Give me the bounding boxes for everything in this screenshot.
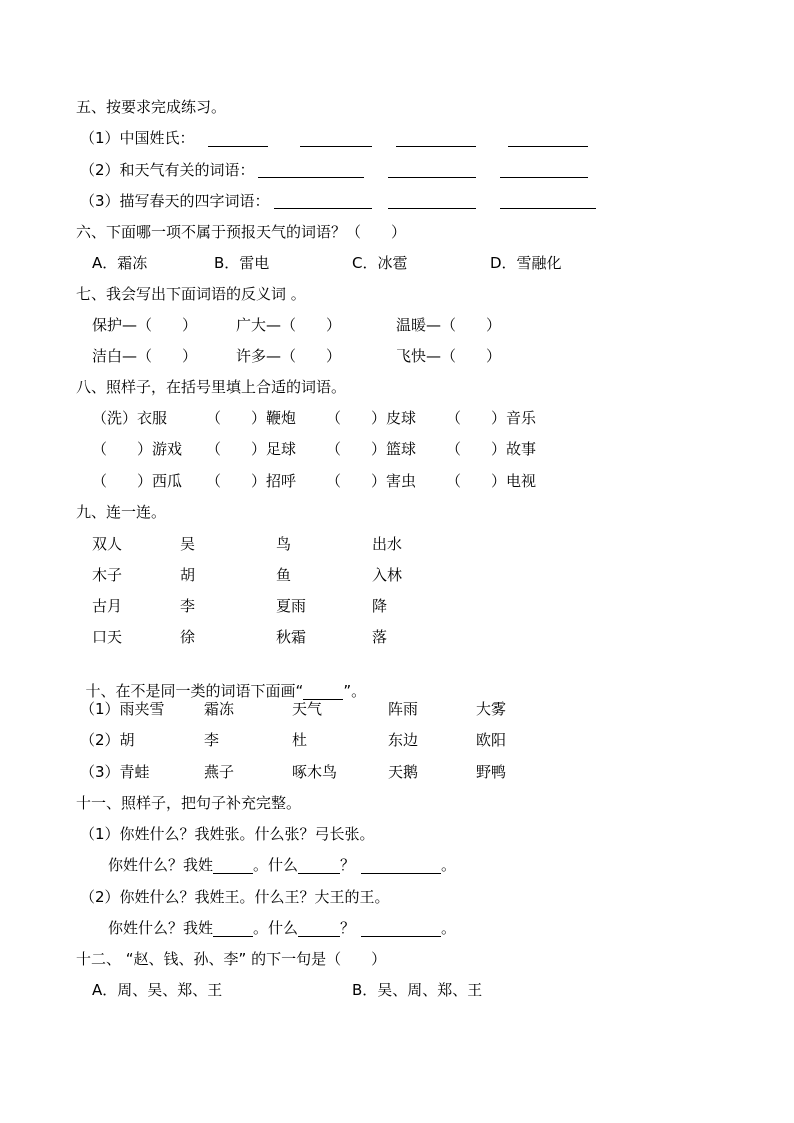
example-sentence-1: （1）你姓什么？我姓张。什么张？弓长张。 — [80, 825, 375, 843]
option-b[interactable]: B．吴、周、郑、王 — [352, 981, 483, 999]
answer-line[interactable] — [258, 177, 364, 178]
fill-text: 你姓什么？我姓 — [108, 919, 214, 937]
section-7-title: 七、我会写出下面词语的反义词 。 — [76, 285, 306, 303]
category-word[interactable]: （2）胡 — [80, 731, 135, 749]
category-word[interactable]: 啄木鸟 — [292, 763, 338, 781]
fill-item[interactable]: （ ）害虫 — [326, 472, 417, 490]
match-surname[interactable]: 徐 — [180, 628, 196, 646]
section-10-title-before: 十、在不是同一类的词语下面画“ — [85, 682, 304, 700]
match-surname[interactable]: 吴 — [180, 535, 196, 553]
fill-text: 。什么 — [253, 919, 299, 937]
section-5-q3: （3）描写春天的四字词语： — [80, 192, 270, 210]
fill-item[interactable]: （ ）招呼 — [206, 472, 297, 490]
antonym-item[interactable]: 飞快—（ ） — [396, 347, 502, 365]
category-word[interactable]: 天鹅 — [388, 763, 419, 781]
section-10-title — [76, 664, 366, 700]
answer-line[interactable] — [300, 146, 372, 147]
fill-item[interactable]: （ ）鞭炮 — [206, 409, 297, 427]
fill-text: 你姓什么？我姓 — [108, 856, 214, 874]
match-word[interactable]: 秋霜 — [276, 628, 307, 646]
match-left[interactable]: 木子 — [92, 566, 123, 584]
option-a[interactable]: A．霜冻 — [92, 254, 148, 272]
answer-line[interactable] — [500, 208, 596, 209]
match-right[interactable]: 落 — [372, 628, 388, 646]
match-left[interactable]: 口天 — [92, 628, 123, 646]
match-left[interactable]: 古月 — [92, 597, 123, 615]
fill-text: 。什么 — [253, 856, 299, 874]
answer-line[interactable] — [388, 208, 476, 209]
answer-blank[interactable] — [298, 859, 340, 874]
option-b[interactable]: B．雷电 — [214, 254, 270, 272]
fill-text: ？ — [340, 919, 356, 937]
antonym-item[interactable]: 广大—（ ） — [236, 316, 342, 334]
section-6-title: 六、下面哪一项不属于预报天气的词语？（ ） — [76, 223, 407, 241]
answer-line[interactable] — [396, 146, 476, 147]
match-right[interactable]: 出水 — [372, 535, 403, 553]
answer-line[interactable] — [388, 177, 476, 178]
match-word[interactable]: 鸟 — [276, 535, 292, 553]
fill-item: （洗）衣服 — [92, 409, 168, 427]
category-word[interactable]: 欧阳 — [476, 731, 507, 749]
category-word[interactable]: （3）青蛙 — [80, 763, 150, 781]
answer-blank[interactable] — [361, 859, 441, 874]
fill-text: 。 — [441, 919, 457, 937]
category-word[interactable]: 阵雨 — [388, 700, 419, 718]
option-d[interactable]: D．雪融化 — [490, 254, 562, 272]
fill-item[interactable]: （ ）音乐 — [446, 409, 537, 427]
category-word[interactable]: 大雾 — [476, 700, 507, 718]
answer-blank[interactable] — [361, 922, 441, 937]
option-a[interactable]: A．周、吴、郑、王 — [92, 981, 223, 999]
answer-line[interactable] — [508, 146, 588, 147]
section-8-title: 八、照样子，在括号里填上合适的词语。 — [76, 378, 347, 396]
match-word[interactable]: 夏雨 — [276, 597, 307, 615]
antonym-item[interactable]: 洁白—（ ） — [92, 347, 198, 365]
fill-item[interactable]: （ ）足球 — [206, 440, 297, 458]
section-12-title: 十二、 “赵、钱、孙、李” 的下一句是（ ） — [76, 950, 387, 968]
antonym-item[interactable]: 保护—（ ） — [92, 316, 198, 334]
fill-item[interactable]: （ ）电视 — [446, 472, 537, 490]
category-word[interactable]: 杜 — [292, 731, 308, 749]
match-right[interactable]: 降 — [372, 597, 388, 615]
section-11-title: 十一、照样子，把句子补充完整。 — [76, 794, 302, 812]
fill-item[interactable]: （ ）故事 — [446, 440, 537, 458]
category-word[interactable]: 霜冻 — [204, 700, 235, 718]
antonym-item[interactable]: 温暖—（ ） — [396, 316, 502, 334]
answer-line[interactable] — [500, 177, 588, 178]
fill-item[interactable]: （ ）西瓜 — [92, 472, 183, 490]
fill-item[interactable]: （ ）篮球 — [326, 440, 417, 458]
fill-item[interactable]: （ ）游戏 — [92, 440, 183, 458]
fill-sentence-2 — [108, 919, 456, 937]
section-10-title-after: ”。 — [343, 682, 367, 700]
match-right[interactable]: 入林 — [372, 566, 403, 584]
answer-line[interactable] — [208, 146, 268, 147]
section-5-q1: （1）中国姓氏： — [80, 129, 195, 147]
option-c[interactable]: C．冰雹 — [352, 254, 408, 272]
fill-text: ？ — [340, 856, 356, 874]
answer-line[interactable] — [274, 208, 372, 209]
section-9-title: 九、连一连。 — [76, 503, 167, 521]
fill-item[interactable]: （ ）皮球 — [326, 409, 417, 427]
section-5-q2: （2）和天气有关的词语： — [80, 161, 255, 179]
category-word[interactable]: （1）雨夹雪 — [80, 700, 165, 718]
antonym-item[interactable]: 许多—（ ） — [236, 347, 342, 365]
match-word[interactable]: 鱼 — [276, 566, 292, 584]
answer-blank[interactable] — [213, 859, 253, 874]
fill-text: 。 — [441, 856, 457, 874]
category-word[interactable]: 天气 — [292, 700, 323, 718]
fill-sentence-1 — [108, 856, 456, 874]
category-word[interactable]: 野鸭 — [476, 763, 507, 781]
match-left[interactable]: 双人 — [92, 535, 123, 553]
category-word[interactable]: 东边 — [388, 731, 419, 749]
match-surname[interactable]: 胡 — [180, 566, 196, 584]
category-word[interactable]: 李 — [204, 731, 220, 749]
section-5-title: 五、按要求完成练习。 — [76, 98, 227, 116]
answer-blank[interactable] — [298, 922, 340, 937]
example-sentence-2: （2）你姓什么？我姓王。什么王？大王的王。 — [80, 888, 390, 906]
match-surname[interactable]: 李 — [180, 597, 196, 615]
underline-sample — [303, 685, 343, 700]
category-word[interactable]: 燕子 — [204, 763, 235, 781]
answer-blank[interactable] — [213, 922, 253, 937]
